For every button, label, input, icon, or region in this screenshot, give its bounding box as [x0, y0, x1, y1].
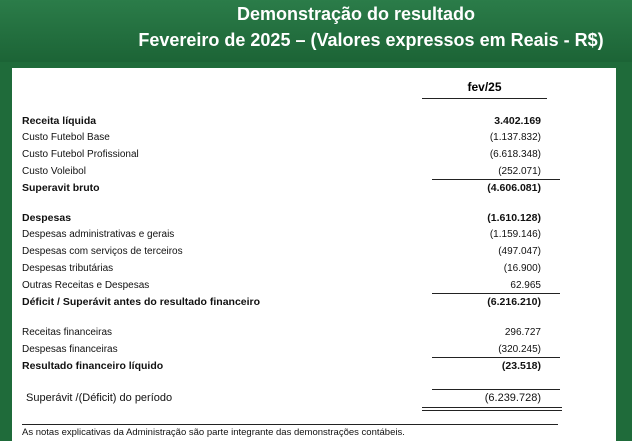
row-label: Déficit / Superávit antes do resultado financeiro	[22, 296, 261, 308]
row-value: 3.402.169	[494, 115, 541, 127]
row-value: (1.610.128)	[487, 212, 541, 224]
row-outras-receitas	[12, 278, 616, 294]
row-value: 62.965	[510, 280, 541, 291]
row-despesas-tributarias	[12, 261, 616, 277]
row-label: Superávit /(Déficit) do período	[26, 392, 173, 404]
row-value: (23.518)	[501, 360, 541, 372]
row-label: Custo Futebol Base	[22, 132, 110, 143]
row-value: 296.727	[504, 327, 541, 338]
row-value: (6.618.348)	[489, 149, 541, 160]
row-label: Despesas administrativas e gerais	[22, 229, 175, 240]
report-subtitle: Fevereiro de 2025 – (Valores expressos em Reais - R$)	[138, 30, 604, 50]
row-receita-liquida	[12, 113, 616, 129]
row-value: (252.071)	[498, 166, 541, 177]
row-label: Despesas	[22, 212, 72, 224]
row-superavit-bruto	[12, 180, 616, 196]
row-label: Custo Voleibol	[22, 166, 86, 177]
row-value: (497.047)	[498, 246, 541, 257]
row-label: Resultado financeiro líquido	[22, 360, 164, 372]
row-value: (6.216.210)	[487, 296, 541, 308]
row-despesas-terceiros	[12, 244, 616, 260]
row-despesas-financeiras	[12, 342, 616, 358]
row-value: (1.137.832)	[489, 132, 541, 143]
income-statement-panel	[12, 68, 616, 441]
row-custo-futebol-base	[12, 130, 616, 146]
row-label: Despesas tributárias	[22, 263, 114, 274]
footer-divider	[22, 424, 558, 425]
row-value: (16.900)	[503, 263, 541, 274]
row-label: Despesas com serviços de terceiros	[22, 246, 183, 257]
report-header	[0, 0, 632, 62]
row-label: Custo Futebol Profissional	[22, 149, 139, 160]
row-superavit-periodo	[12, 390, 616, 406]
row-label: Outras Receitas e Despesas	[22, 280, 150, 291]
column-header: fev/25	[422, 76, 547, 99]
row-label: Despesas financeiras	[22, 344, 118, 355]
row-label: Receita líquida	[22, 115, 97, 127]
row-value: (320.245)	[498, 344, 541, 355]
row-resultado-financeiro-liquido	[12, 358, 616, 374]
row-custo-voleibol	[12, 164, 616, 180]
row-custo-futebol-profissional	[12, 147, 616, 163]
row-receitas-financeiras	[12, 325, 616, 341]
row-value: (6.239.728)	[484, 392, 541, 404]
row-label: Receitas financeiras	[22, 327, 113, 338]
row-despesas-administrativas	[12, 227, 616, 243]
row-despesas	[12, 210, 616, 226]
footnote: As notas explicativas da Administração são parte integrante das demonstrações contábeis.	[22, 427, 405, 438]
row-value: (4.606.081)	[487, 182, 541, 194]
report-title: Demonstração do resultado	[236, 4, 476, 24]
row-label: Superavit bruto	[22, 182, 100, 194]
row-value: (1.159.146)	[489, 229, 541, 240]
row-resultado-antes-financeiro	[12, 294, 616, 310]
total-double-underline	[422, 407, 562, 411]
